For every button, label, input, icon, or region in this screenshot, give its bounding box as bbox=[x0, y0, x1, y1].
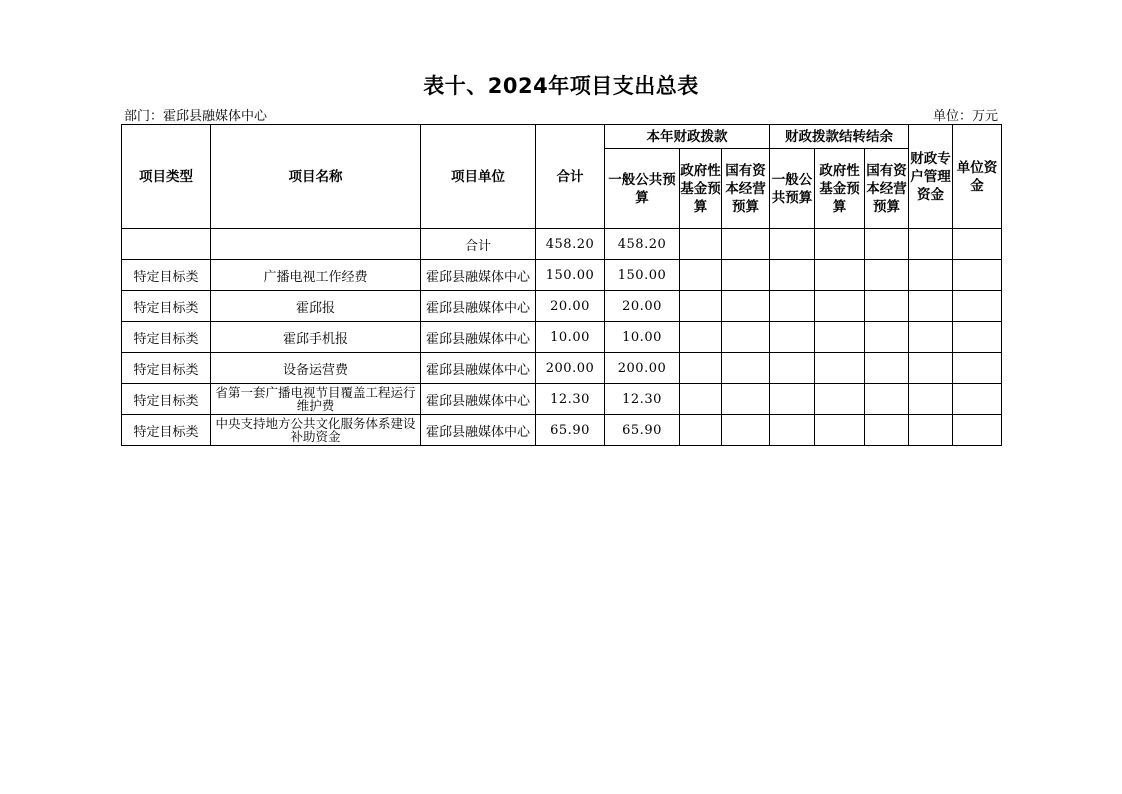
table-row bbox=[122, 415, 1002, 446]
header-project-unit: 项目单位 bbox=[421, 125, 536, 229]
row-name: 广播电视工作经费 bbox=[211, 260, 421, 291]
table-row bbox=[122, 291, 1002, 322]
row-type: 特定目标类 bbox=[122, 291, 211, 322]
row-name: 设备运营费 bbox=[211, 353, 421, 384]
table-row bbox=[122, 322, 1002, 353]
project-expenditure-table bbox=[121, 124, 1002, 446]
row-name: 省第一套广播电视节目覆盖工程运行维护费 bbox=[211, 384, 421, 415]
header-carry-state-capital: 国有资本经营预算 bbox=[865, 149, 909, 229]
page-title: 表十、2024年项目支出总表 bbox=[423, 74, 699, 98]
row-total: 150.00 bbox=[536, 260, 605, 291]
row-unit: 霍邱县融媒体中心 bbox=[421, 260, 536, 291]
table-row bbox=[122, 353, 1002, 384]
header-general-public: 一般公共预算 bbox=[605, 149, 680, 229]
row-unit: 霍邱县融媒体中心 bbox=[421, 353, 536, 384]
row-type: 特定目标类 bbox=[122, 415, 211, 446]
row-type: 特定目标类 bbox=[122, 322, 211, 353]
department-label: 部门：霍邱县融媒体中心 bbox=[124, 109, 268, 124]
row-general-public: 10.00 bbox=[605, 322, 680, 353]
row-unit: 霍邱县融媒体中心 bbox=[421, 291, 536, 322]
row-type: 特定目标类 bbox=[122, 353, 211, 384]
header-carry-gov-fund: 政府性基金预算 bbox=[815, 149, 865, 229]
total-row bbox=[122, 229, 1002, 260]
row-unit: 霍邱县融媒体中心 bbox=[421, 322, 536, 353]
header-current-year-group: 本年财政拨款 bbox=[605, 125, 770, 149]
row-total: 10.00 bbox=[536, 322, 605, 353]
row-name: 霍邱手机报 bbox=[211, 322, 421, 353]
total-row-total: 458.20 bbox=[536, 229, 605, 260]
row-general-public: 20.00 bbox=[605, 291, 680, 322]
row-unit: 霍邱县融媒体中心 bbox=[421, 415, 536, 446]
total-row-label: 合计 bbox=[421, 229, 536, 260]
row-total: 200.00 bbox=[536, 353, 605, 384]
unit-label: 单位：万元 bbox=[932, 109, 998, 124]
table-row bbox=[122, 260, 1002, 291]
row-total: 65.90 bbox=[536, 415, 605, 446]
row-total: 12.30 bbox=[536, 384, 605, 415]
row-type: 特定目标类 bbox=[122, 384, 211, 415]
row-general-public: 12.30 bbox=[605, 384, 680, 415]
row-type: 特定目标类 bbox=[122, 260, 211, 291]
header-unit-funds: 单位资金 bbox=[953, 125, 1002, 229]
header-gov-fund: 政府性基金预算 bbox=[680, 149, 722, 229]
row-general-public: 150.00 bbox=[605, 260, 680, 291]
row-name: 中央支持地方公共文化服务体系建设补助资金 bbox=[211, 415, 421, 446]
header-project-name: 项目名称 bbox=[211, 125, 421, 229]
header-fiscal-special: 财政专户管理资金 bbox=[909, 125, 953, 229]
table-row bbox=[122, 384, 1002, 415]
header-carryover-group: 财政拨款结转结余 bbox=[770, 125, 909, 149]
row-name: 霍邱报 bbox=[211, 291, 421, 322]
header-carry-general-public: 一般公共预算 bbox=[770, 149, 815, 229]
header-state-capital: 国有资本经营预算 bbox=[722, 149, 770, 229]
row-unit: 霍邱县融媒体中心 bbox=[421, 384, 536, 415]
row-total: 20.00 bbox=[536, 291, 605, 322]
row-general-public: 65.90 bbox=[605, 415, 680, 446]
total-row-general-public: 458.20 bbox=[605, 229, 680, 260]
header-total: 合计 bbox=[536, 125, 605, 229]
row-general-public: 200.00 bbox=[605, 353, 680, 384]
header-project-type: 项目类型 bbox=[122, 125, 211, 229]
